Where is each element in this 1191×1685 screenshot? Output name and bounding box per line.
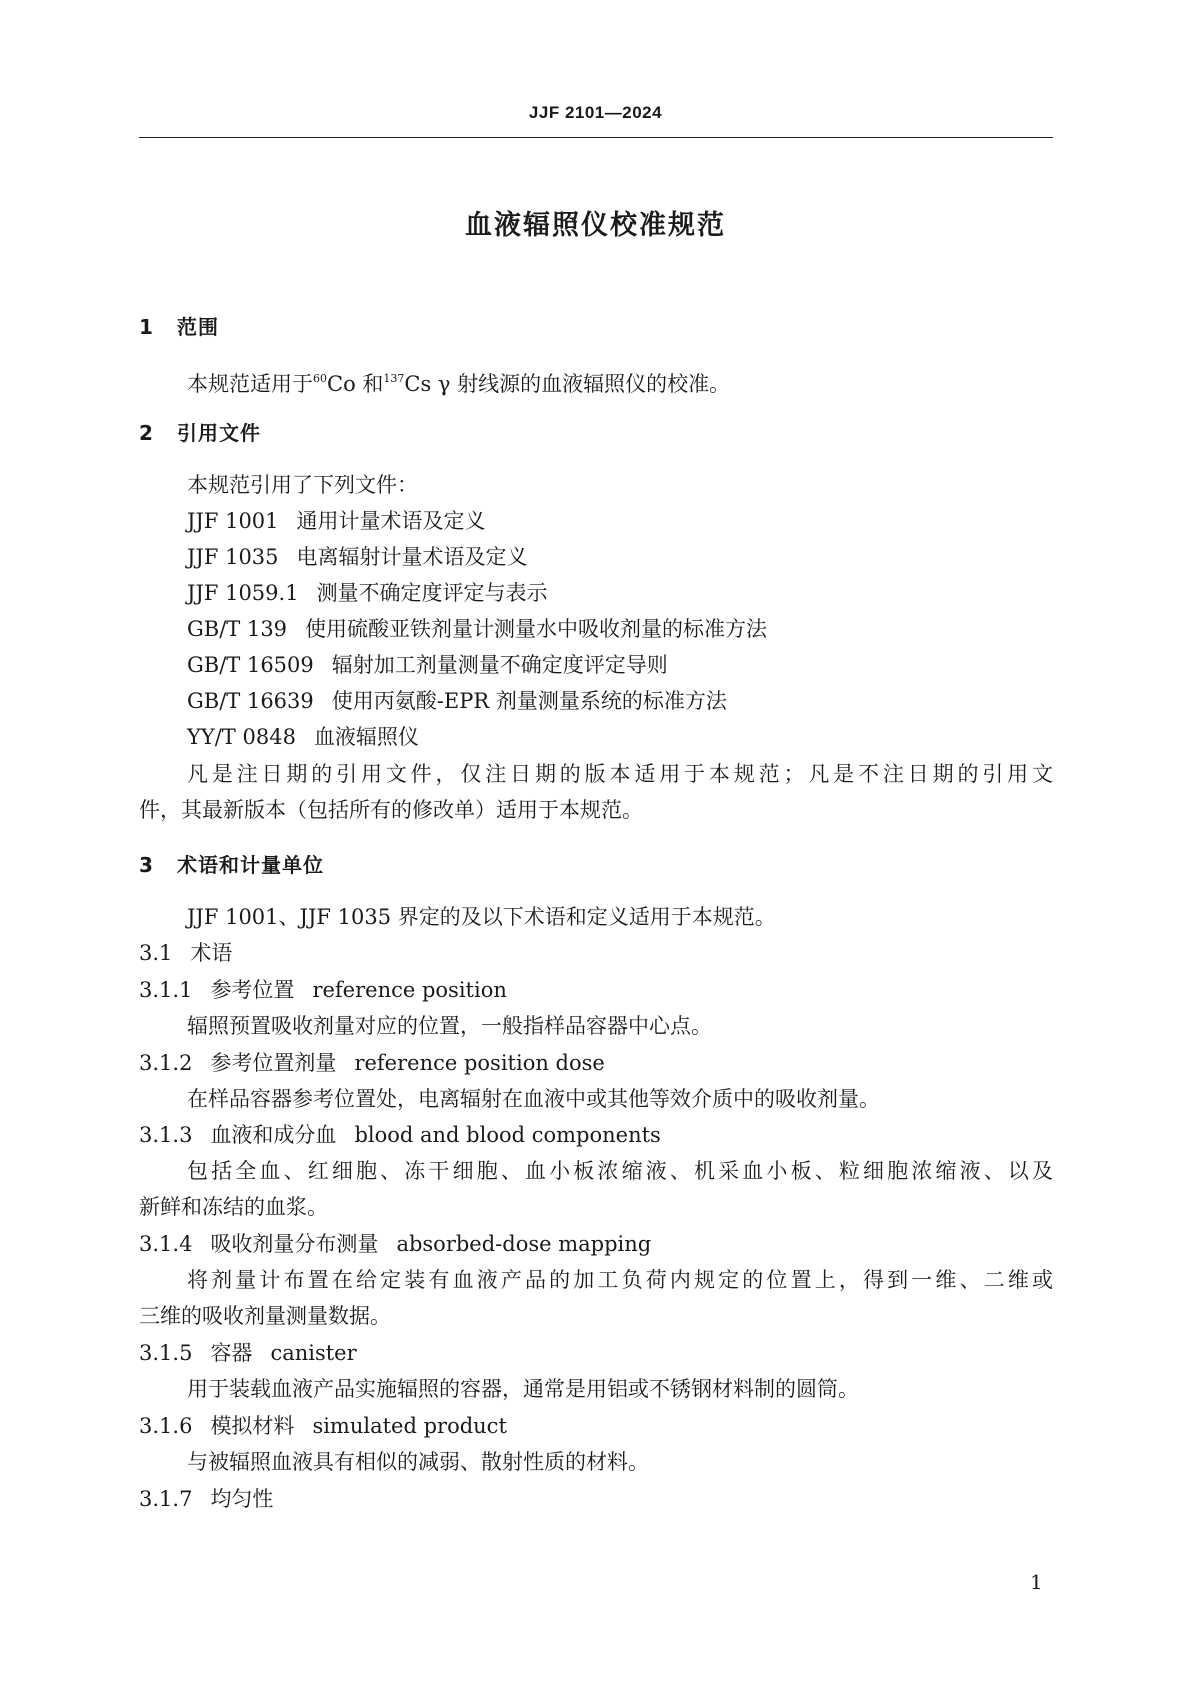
term-number: 3.1.7 — [139, 1487, 193, 1511]
reference-title: 电离辐射计量术语及定义 — [296, 545, 528, 569]
text-run: Co 和 — [327, 372, 384, 396]
reference-code: GB/T 139 — [187, 617, 288, 641]
section-1-heading — [139, 314, 219, 340]
reference-code: JJF 1035 — [187, 545, 279, 569]
term-number: 3.1.1 — [139, 978, 193, 1002]
term-number: 3.1.6 — [139, 1414, 193, 1438]
section-2-intro: 本规范引用了下列文件： — [187, 473, 418, 497]
document-title: 血液辐照仪校准规范 — [465, 210, 726, 241]
term-number: 3.1.4 — [139, 1232, 193, 1256]
term-definition: 与被辐照血液具有相似的减弱、散射性质的材料。 — [187, 1450, 649, 1474]
superscript: 60 — [313, 372, 327, 385]
term-number: 3.1.3 — [139, 1123, 193, 1147]
subsection-number: 3.1 — [139, 941, 173, 965]
header-rule — [139, 137, 1053, 138]
section-3-intro: JJF 1001、JJF 1035 界定的及以下术语和定义适用于本规范。 — [187, 905, 776, 929]
reference-code: YY/T 0848 — [187, 725, 296, 749]
term-heading — [139, 1340, 357, 1366]
section-number: 1 — [139, 315, 154, 339]
term-heading — [139, 1122, 661, 1148]
reference-title: 使用硫酸亚铁剂量计测量水中吸收剂量的标准方法 — [305, 617, 768, 641]
reference-code: JJF 1059.1 — [187, 581, 299, 605]
reference-item — [187, 688, 727, 714]
subsection-3-1-heading — [139, 940, 232, 966]
term-heading — [139, 1486, 273, 1512]
term-chinese: 容器 — [210, 1341, 253, 1365]
term-definition: 辐照预置吸收剂量对应的位置，一般指样品容器中心点。 — [187, 1014, 712, 1038]
reference-item — [187, 580, 548, 606]
reference-item — [187, 508, 486, 534]
section-2-note-line-2: 件，其最新版本（包括所有的修改单）适用于本规范。 — [139, 798, 643, 822]
reference-code: GB/T 16509 — [187, 653, 314, 677]
term-english: absorbed-dose mapping — [396, 1232, 652, 1256]
term-chinese: 血液和成分血 — [210, 1123, 337, 1147]
section-2-note-line-1: 凡是注日期的引用文件，仅注日期的版本适用于本规范；凡是不注日期的引用文 — [187, 762, 1053, 786]
reference-item — [187, 652, 668, 678]
term-definition: 包括全血、红细胞、冻干细胞、血小板浓缩液、机采血小板、粒细胞浓缩液、以及 — [187, 1159, 1053, 1183]
section-number: 3 — [139, 853, 154, 877]
reference-code: JJF 1001 — [187, 509, 279, 533]
section-3-heading — [139, 852, 324, 878]
reference-title: 通用计量术语及定义 — [296, 509, 486, 533]
term-heading — [139, 1413, 507, 1439]
section-2-heading — [139, 420, 261, 446]
section-title: 引用文件 — [177, 421, 261, 445]
term-definition-cont: 新鲜和冻结的血浆。 — [139, 1195, 328, 1219]
superscript: 137 — [383, 372, 405, 385]
section-1-body — [187, 366, 730, 397]
term-chinese: 参考位置剂量 — [210, 1051, 337, 1075]
term-definition: 在样品容器参考位置处，电离辐射在血液中或其他等效介质中的吸收剂量。 — [187, 1087, 880, 1111]
term-chinese: 模拟材料 — [210, 1414, 295, 1438]
document-code-header: JJF 2101—2024 — [528, 103, 663, 122]
term-heading — [139, 1050, 605, 1076]
reference-item — [187, 544, 528, 570]
term-chinese: 均匀性 — [210, 1487, 274, 1511]
text-run: 本规范适用于 — [187, 372, 313, 396]
reference-title: 辐射加工剂量测量不确定度评定导则 — [331, 653, 668, 677]
term-definition-cont: 三维的吸收剂量测量数据。 — [139, 1304, 391, 1328]
text-run: Cs γ 射线源的血液辐照仪的校准。 — [404, 372, 731, 396]
page-number: 1 — [1030, 1570, 1043, 1594]
term-chinese: 参考位置 — [210, 978, 295, 1002]
term-english: blood and blood components — [354, 1123, 661, 1147]
term-definition: 用于装载血液产品实施辐照的容器，通常是用铝或不锈钢材料制的圆筒。 — [187, 1377, 859, 1401]
reference-title: 使用丙氨酸-EPR 剂量测量系统的标准方法 — [331, 689, 727, 713]
reference-title: 血液辐照仪 — [313, 725, 419, 749]
term-heading — [139, 977, 507, 1003]
term-english: simulated product — [312, 1414, 507, 1438]
term-english: reference position — [312, 978, 507, 1002]
reference-title: 测量不确定度评定与表示 — [316, 581, 548, 605]
reference-item — [187, 616, 767, 642]
term-heading — [139, 1231, 651, 1257]
term-english: canister — [270, 1341, 357, 1365]
subsection-title: 术语 — [190, 941, 233, 965]
term-definition: 将剂量计布置在给定装有血液产品的加工负荷内规定的位置上，得到一维、二维或 — [187, 1268, 1053, 1292]
section-title: 范围 — [177, 315, 219, 339]
reference-code: GB/T 16639 — [187, 689, 314, 713]
section-number: 2 — [139, 421, 154, 445]
term-number: 3.1.2 — [139, 1051, 193, 1075]
reference-item — [187, 724, 419, 750]
term-english: reference position dose — [354, 1051, 605, 1075]
section-title: 术语和计量单位 — [177, 853, 324, 877]
term-chinese: 吸收剂量分布测量 — [210, 1232, 379, 1256]
term-number: 3.1.5 — [139, 1341, 193, 1365]
